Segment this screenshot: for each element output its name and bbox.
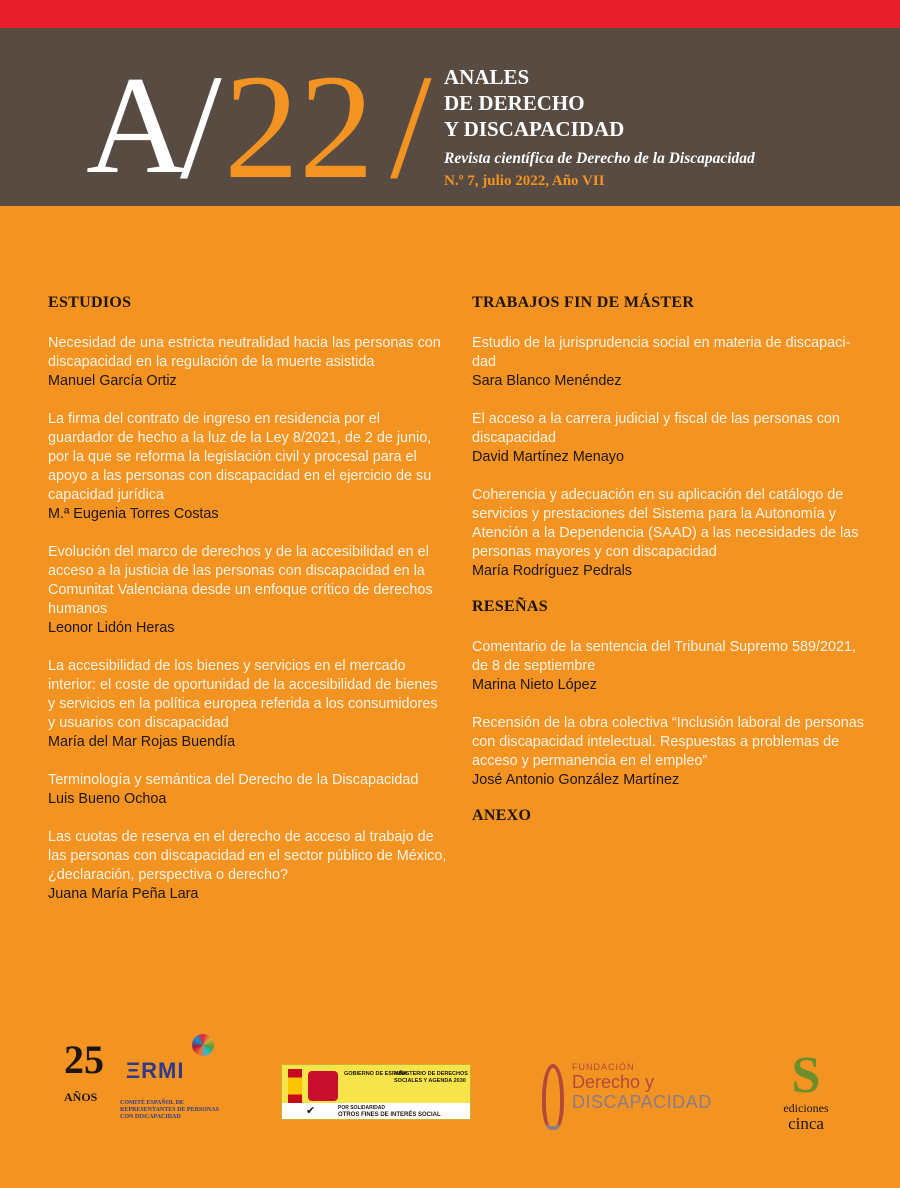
entry-title: El acceso a la carrera judicial y fiscal de las personas con discapacidad [472, 411, 840, 446]
entry-author: Luis Bueno Ochoa [48, 791, 167, 807]
cinca-logo [766, 1047, 846, 1140]
entry-title: Comentario de la sentencia del Tribunal Supremo 589/2021, de 8 de septiembre [472, 639, 856, 674]
entry-title: Estudio de la jurisprudencia social en materia de discapaci-dad [472, 335, 851, 370]
toc-entry[interactable] [48, 334, 448, 391]
cermi-anos: AÑOS [64, 1090, 98, 1104]
journal-title-line: DE DERECHO [444, 91, 585, 115]
ministry-name: MINISTERIO DE DERECHOS SOCIALES Y AGENDA 2030 [394, 1071, 468, 1084]
entry-author: José Antonio González Martínez [472, 772, 680, 788]
section-heading-estudios: ESTUDIOS [48, 294, 132, 311]
toc-entry[interactable] [472, 410, 872, 467]
entry-title: La accesibilidad de los bienes y servicios en el mercado interior: el coste de oportunidad de la accesibilidad de bienes y servicios en la política europea referida a los consumidores y usuarios con discapacidad [48, 658, 438, 731]
toc-entry[interactable] [48, 657, 448, 752]
contents-left-column [48, 294, 448, 923]
entry-title: Las cuotas de reserva en el derecho de acceso al trabajo de las personas con discapacidad en el sector público de México, ¿declaración, perspectiva o derecho? [48, 829, 447, 883]
toc-entry[interactable] [48, 828, 448, 904]
journal-title [444, 64, 624, 142]
toc-entry[interactable] [48, 410, 448, 524]
journal-title-line: Y DISCAPACIDAD [444, 117, 625, 141]
cinca-line-1: ediciones [783, 1101, 829, 1115]
entry-author: Sara Blanco Menéndez [472, 373, 622, 389]
entry-title: Terminología y semántica del Derecho de la Discapacidad [48, 772, 419, 788]
fund-line-1: FUNDACIÓN [572, 1062, 635, 1072]
fund-line-2: Derecho y [572, 1072, 655, 1092]
toc-entry[interactable] [48, 771, 448, 809]
cermi-logo [64, 1034, 224, 1134]
cinca-mark-icon: S [791, 1047, 821, 1104]
cermi-fullname: COMITÉ ESPAÑOL DE REPRESENTANTES DE PERSONAS CON DISCAPACIDAD [120, 1100, 219, 1120]
section-heading-anexo[interactable]: ANEXO [472, 807, 532, 824]
cermi-anniversary: 25 [64, 1037, 104, 1082]
entry-author: Marina Nieto López [472, 677, 597, 693]
masthead-number: 22 [224, 44, 374, 210]
entry-author: Juana María Peña Lara [48, 886, 199, 902]
toc-entry[interactable] [472, 486, 872, 581]
government-logo [281, 1064, 471, 1120]
entry-author: María del Mar Rojas Buendía [48, 734, 236, 750]
top-stripe [0, 0, 900, 28]
cinca-line-2: cinca [788, 1114, 824, 1133]
masthead-slash-2: / [390, 44, 432, 210]
coat-of-arms-icon [308, 1071, 338, 1101]
entry-author: M.ª Eugenia Torres Costas [48, 506, 219, 522]
masthead [0, 28, 900, 210]
entry-author: Leonor Lidón Heras [48, 620, 175, 636]
solidarity-line-2: OTROS FINES DE INTERÉS SOCIAL [338, 1112, 441, 1118]
gov-name: GOBIERNO DE ESPAÑA [344, 1071, 408, 1077]
masthead-letter: A [86, 48, 188, 203]
cermi-wordmark: ΞRMI [126, 1058, 185, 1083]
masthead-slash-1: / [180, 44, 222, 210]
issue-info: N.º 7, julio 2022, Año VII [444, 173, 605, 189]
fundacion-logo [538, 1060, 718, 1140]
journal-title-line: ANALES [444, 65, 530, 89]
fund-line-3: DISCAPACIDAD [572, 1092, 712, 1112]
contents-right-column [472, 294, 872, 847]
journal-subtitle: Revista científica de Derecho de la Discapacidad [444, 150, 755, 167]
toc-entry[interactable] [472, 638, 872, 695]
check-icon: ✔ [306, 1105, 316, 1117]
entry-title: Evolución del marco de derechos y de la accesibilidad en el acceso a la justicia de las personas con discapacidad en la Comunitat Valenciana desde un enfoque crítico de derechos humanos [48, 544, 433, 617]
entry-title: Coherencia y adecuación en su aplicación del catálogo de servicios y prestaciones del Sistema para la Autonomía y Atención a la Dependencia (SAAD) a las necesidades de las personas mayores y con discapacidad [472, 487, 859, 560]
solidarity-line-1: POR SOLIDARIDAD [338, 1105, 385, 1111]
entry-title: Necesidad de una estricta neutralidad hacia las personas con discapacidad en la regulación de la muerte asistida [48, 335, 441, 370]
section-heading-resenas: RESEÑAS [472, 598, 548, 615]
entry-author: María Rodríguez Pedrals [472, 563, 632, 579]
entry-title: Recensión de la obra colectiva “Inclusión laboral de personas con discapacidad intelectual. Respuestas a problemas de acceso y permanencia en el empleo” [472, 715, 864, 769]
toc-entry[interactable] [472, 714, 872, 790]
section-heading-tfm: TRABAJOS FIN DE MÁSTER [472, 294, 695, 311]
toc-entry[interactable] [48, 543, 448, 638]
entry-author: Manuel García Ortiz [48, 373, 177, 389]
ribbon-icon [542, 1064, 564, 1130]
sponsor-logos [0, 1030, 900, 1160]
spain-flag-icon [288, 1069, 302, 1103]
entry-author: David Martínez Menayo [472, 449, 624, 465]
sdg-wheel-icon [192, 1034, 214, 1056]
toc-entry[interactable] [472, 334, 872, 391]
entry-title: La firma del contrato de ingreso en residencia por el guardador de hecho a la luz de la Ley 8/2021, de 2 de junio, por la que se reforma la legislación civil y procesal para el apoyo a las personas con discapacidad en el ejercicio de su capacidad jurídica [48, 411, 432, 503]
